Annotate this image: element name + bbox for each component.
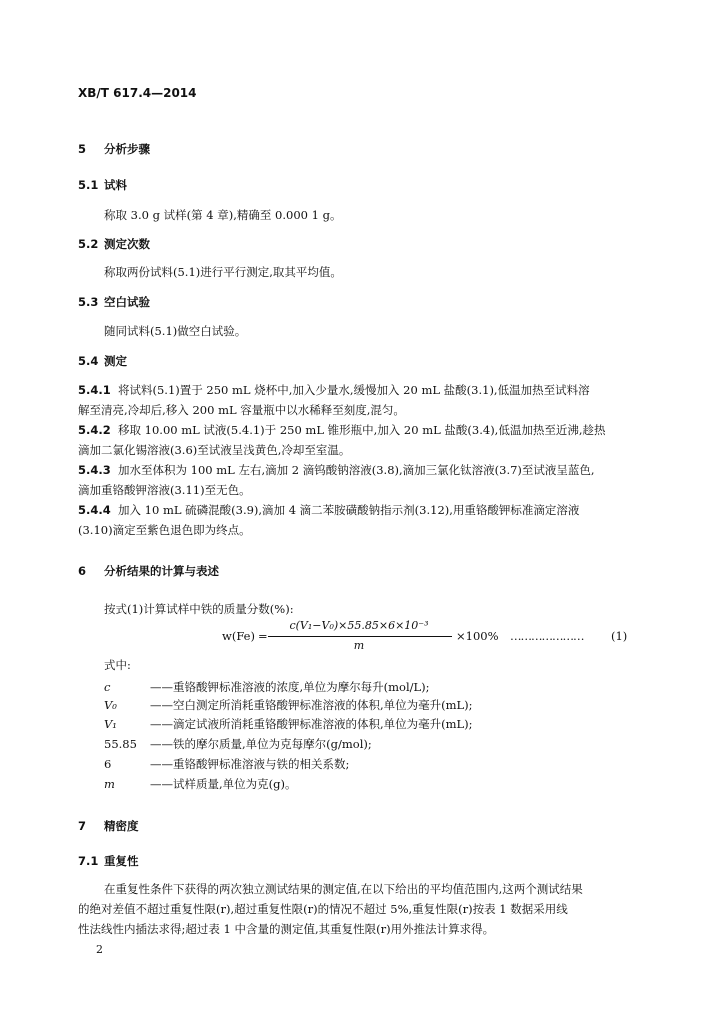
section-5-4-3-line-2: 滴加重铬酸钾溶液(3.11)至无色。 xyxy=(78,483,251,497)
where-row xyxy=(104,756,349,772)
section-5-4-4-line-1 xyxy=(78,502,579,518)
section-number: 7.1 xyxy=(78,854,99,868)
section-6-heading xyxy=(78,563,219,579)
fraction-bar xyxy=(268,636,452,637)
section-title: 测定 xyxy=(104,354,127,368)
variable-description: ——空白测定所消耗重铬酸钾标准溶液的体积,单位为毫升(mL); xyxy=(150,698,473,712)
section-title: 空白试验 xyxy=(104,295,150,309)
where-row xyxy=(104,776,297,792)
section-number: 6 xyxy=(78,564,87,578)
formula-numerator: c(V₁−V₀)×55.85×6×10⁻³ xyxy=(289,619,429,632)
variable-description: ——重铬酸钾标准溶液与铁的相关系数; xyxy=(150,757,350,771)
variable-symbol: 55.85 xyxy=(104,737,137,751)
where-row xyxy=(104,736,372,752)
section-5-4-2-line-2: 滴加二氯化锡溶液(3.6)至试液呈浅黄色,冷却至室温。 xyxy=(78,443,351,457)
formula-leader-dots: ………………… xyxy=(510,629,584,643)
section-5-4-heading xyxy=(78,353,127,369)
section-number: 5.4.4 xyxy=(78,503,111,517)
variable-description: ——试样质量,单位为克(g)。 xyxy=(150,777,297,791)
section-5-4-2-line-1 xyxy=(78,422,606,438)
section-5-2-heading xyxy=(78,236,150,252)
section-number: 5.4 xyxy=(78,354,99,368)
paragraph-text: 移取 10.00 mL 试液(5.4.1)于 250 mL 锥形瓶中,加入 20 mL 盐酸(3.4),低温加热至近沸,趁热 xyxy=(118,423,606,437)
where-row xyxy=(104,697,473,713)
variable-symbol: V₁ xyxy=(104,717,117,731)
section-title: 重复性 xyxy=(104,854,139,868)
variable-description: ——滴定试液所消耗重铬酸钾标准溶液的体积,单位为毫升(mL); xyxy=(150,717,473,731)
section-title: 分析结果的计算与表述 xyxy=(104,564,219,578)
section-7-1-heading xyxy=(78,853,139,869)
where-row xyxy=(104,679,430,695)
section-5-3-heading xyxy=(78,294,150,310)
section-5-heading xyxy=(78,141,150,157)
section-number: 5.1 xyxy=(78,178,99,192)
section-7-heading xyxy=(78,818,139,834)
section-5-4-1-line-1 xyxy=(78,382,590,398)
variable-symbol: V₀ xyxy=(104,698,117,712)
formula-times-100: ×100% xyxy=(456,629,499,643)
section-5-2-text: 称取两份试料(5.1)进行平行测定,取其平均值。 xyxy=(104,265,342,279)
variable-description: ——重铬酸钾标准溶液的浓度,单位为摩尔每升(mol/L); xyxy=(150,680,430,694)
section-title: 试料 xyxy=(104,178,127,192)
section-7-1-line-2: 的绝对差值不超过重复性限(r),超过重复性限(r)的情况不超过 5%,重复性限(r)按表 1 数据采用线 xyxy=(78,902,568,916)
section-number: 5.4.1 xyxy=(78,383,111,397)
page-number: 2 xyxy=(96,943,103,956)
section-5-1-text: 称取 3.0 g 试样(第 4 章),精确至 0.000 1 g。 xyxy=(104,208,342,222)
paragraph-text: 将试料(5.1)置于 250 mL 烧杯中,加入少量水,缓慢加入 20 mL 盐酸(3.1),低温加热至试料溶 xyxy=(118,383,590,397)
section-7-1-line-1: 在重复性条件下获得的两次独立测试结果的测定值,在以下给出的平均值范围内,这两个测试结果 xyxy=(104,882,583,896)
variable-symbol: c xyxy=(104,680,111,694)
where-row xyxy=(104,716,473,732)
section-number: 5.4.3 xyxy=(78,463,111,477)
section-5-3-text: 随同试料(5.1)做空白试验。 xyxy=(104,324,247,338)
standard-code: XB/T 617.4—2014 xyxy=(78,86,197,100)
section-title: 精密度 xyxy=(104,819,139,833)
section-number: 7 xyxy=(78,819,87,833)
section-title: 测定次数 xyxy=(104,237,150,251)
section-number: 5.2 xyxy=(78,237,99,251)
paragraph-text: 加入 10 mL 硫磷混酸(3.9),滴加 4 滴二苯胺磺酸钠指示剂(3.12),用重铬酸钾标准滴定溶液 xyxy=(118,503,580,517)
formula-lhs: w(Fe) xyxy=(222,629,255,643)
section-5-4-1-line-2: 解至清亮,冷却后,移入 200 mL 容量瓶中以水稀释至刻度,混匀。 xyxy=(78,403,405,417)
where-intro: 式中: xyxy=(104,658,131,672)
variable-description: ——铁的摩尔质量,单位为克每摩尔(g/mol); xyxy=(150,737,372,751)
section-title: 分析步骤 xyxy=(104,142,150,156)
section-7-1-line-3: 性法线性内插法求得;超过表 1 中含量的测定值,其重复性限(r)用外推法计算求得。 xyxy=(78,922,495,936)
formula-intro: 按式(1)计算试样中铁的质量分数(%): xyxy=(104,602,294,616)
section-5-1-heading xyxy=(78,177,127,193)
section-number: 5 xyxy=(78,142,87,156)
variable-symbol: m xyxy=(104,777,115,791)
formula-equals: = xyxy=(258,629,268,643)
formula-denominator: m xyxy=(353,639,365,652)
paragraph-text: 加水至体积为 100 mL 左右,滴加 2 滴钨酸钠溶液(3.8),滴加三氯化钛溶液(3.7)至试液呈蓝色, xyxy=(118,463,595,477)
section-5-4-3-line-1 xyxy=(78,462,595,478)
variable-symbol: 6 xyxy=(104,757,112,771)
section-5-4-4-line-2: (3.10)滴定至紫色退色即为终点。 xyxy=(78,523,251,537)
section-number: 5.4.2 xyxy=(78,423,111,437)
formula-label: (1) xyxy=(611,629,628,643)
section-number: 5.3 xyxy=(78,295,99,309)
